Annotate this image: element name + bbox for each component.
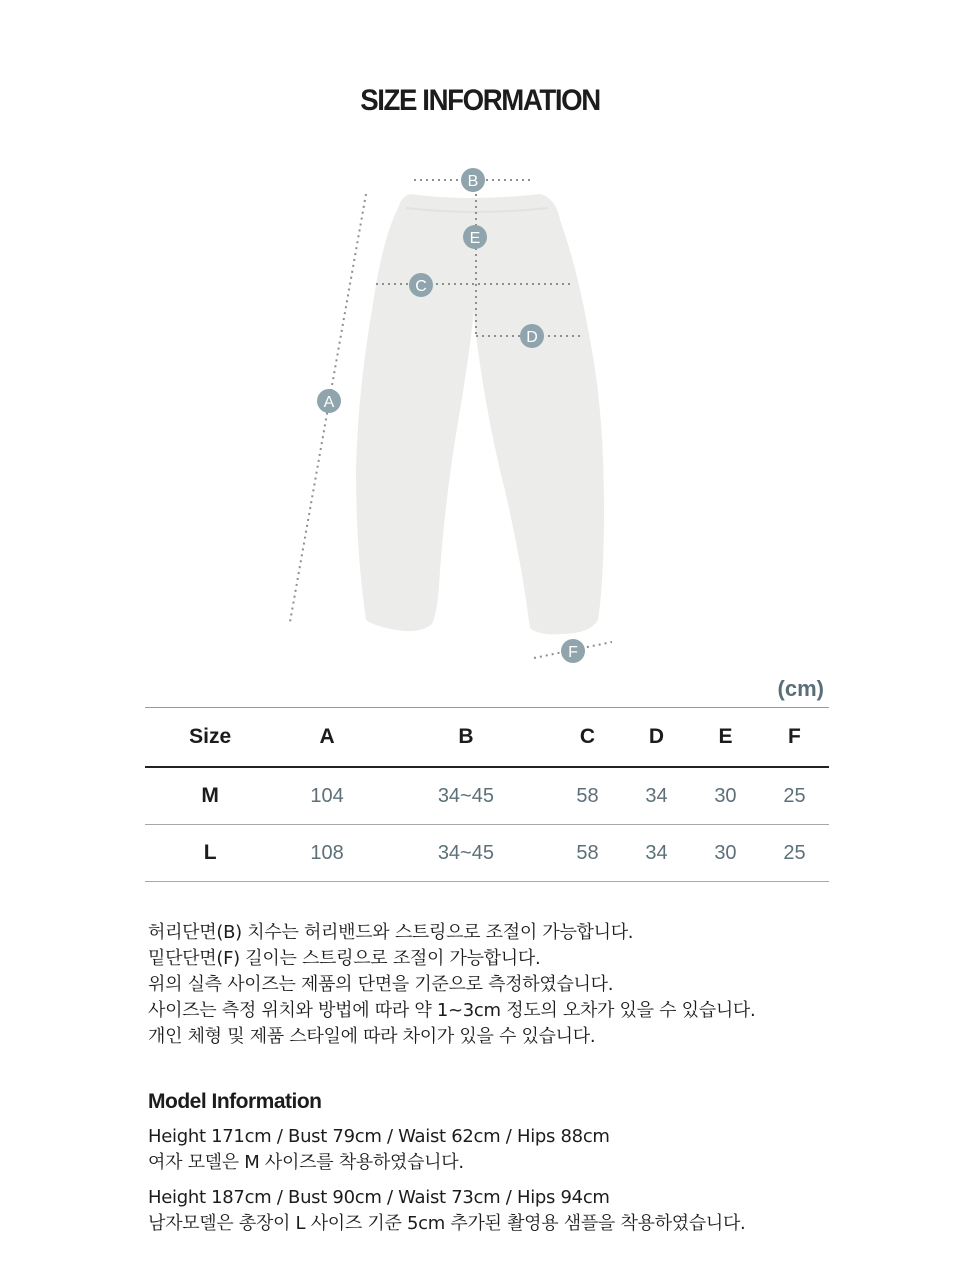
male-model-info xyxy=(148,1185,745,1237)
cell-a: 108 xyxy=(310,841,344,864)
male-model-note: 남자모델은 총장이 L 사이즈 기준 5cm 추가된 촬영용 샘플을 착용하였습니다. xyxy=(148,1213,746,1234)
note-line: 사이즈는 측정 위치와 방법에 따라 약 1~3cm 정도의 오차가 있을 수 있습니다. xyxy=(148,1000,756,1021)
label-b-badge xyxy=(461,168,485,192)
size-table xyxy=(145,707,829,882)
table-header-row xyxy=(145,708,829,768)
label-c: C xyxy=(415,278,427,295)
header-e: E xyxy=(718,725,733,748)
header-c: C xyxy=(579,725,596,748)
cell-b: 34~45 xyxy=(437,784,494,807)
cell-e: 30 xyxy=(714,784,737,807)
size-notes xyxy=(148,920,755,1050)
cell-f: 25 xyxy=(783,784,806,807)
cell-b: 34~45 xyxy=(437,841,494,864)
header-a: A xyxy=(319,725,335,748)
label-a-badge xyxy=(317,389,341,413)
cell-c: 58 xyxy=(576,784,599,807)
female-model-info xyxy=(148,1124,610,1176)
page-title: SIZE INFORMATION xyxy=(360,84,600,117)
note-line: 밑단단면(F) 길이는 스트링으로 조절이 가능합니다. xyxy=(148,948,541,969)
header-f: F xyxy=(788,725,801,748)
cell-e: 30 xyxy=(714,841,737,864)
row-size: M xyxy=(201,784,219,807)
pants-silhouette xyxy=(356,194,604,634)
table-row xyxy=(145,767,829,825)
label-c-badge xyxy=(409,273,433,297)
header-b: B xyxy=(458,725,474,748)
model-info-title: Model Information xyxy=(148,1090,322,1113)
cell-d: 34 xyxy=(645,841,668,864)
male-model-stats: Height 187cm / Bust 90cm / Waist 73cm / Hips 94cm xyxy=(148,1187,610,1208)
label-b: B xyxy=(467,173,479,190)
row-size: L xyxy=(203,841,217,864)
header-d: D xyxy=(648,725,665,748)
label-f: F xyxy=(568,644,578,661)
note-line: 허리단면(B) 치수는 허리밴드와 스트링으로 조절이 가능합니다. xyxy=(148,922,634,943)
label-e: E xyxy=(469,230,481,247)
header-size: Size xyxy=(189,725,232,748)
label-e-badge xyxy=(463,225,487,249)
cell-a: 104 xyxy=(310,784,344,807)
unit-label: (cm) xyxy=(777,676,824,701)
cell-d: 34 xyxy=(645,784,668,807)
table-row xyxy=(145,825,829,882)
note-line: 위의 실측 사이즈는 제품의 단면을 기준으로 측정하였습니다. xyxy=(148,974,614,995)
note-line: 개인 체형 및 제품 스타일에 따라 차이가 있을 수 있습니다. xyxy=(148,1026,596,1047)
pants-measurement-diagram xyxy=(0,150,960,670)
label-a: A xyxy=(323,394,335,411)
label-d-badge xyxy=(520,324,544,348)
female-model-note: 여자 모델은 M 사이즈를 착용하였습니다. xyxy=(148,1152,464,1173)
label-d: D xyxy=(526,329,538,346)
cell-f: 25 xyxy=(783,841,806,864)
female-model-stats: Height 171cm / Bust 79cm / Waist 62cm / Hips 88cm xyxy=(148,1126,610,1147)
cell-c: 58 xyxy=(576,841,599,864)
label-f-badge xyxy=(561,639,585,663)
